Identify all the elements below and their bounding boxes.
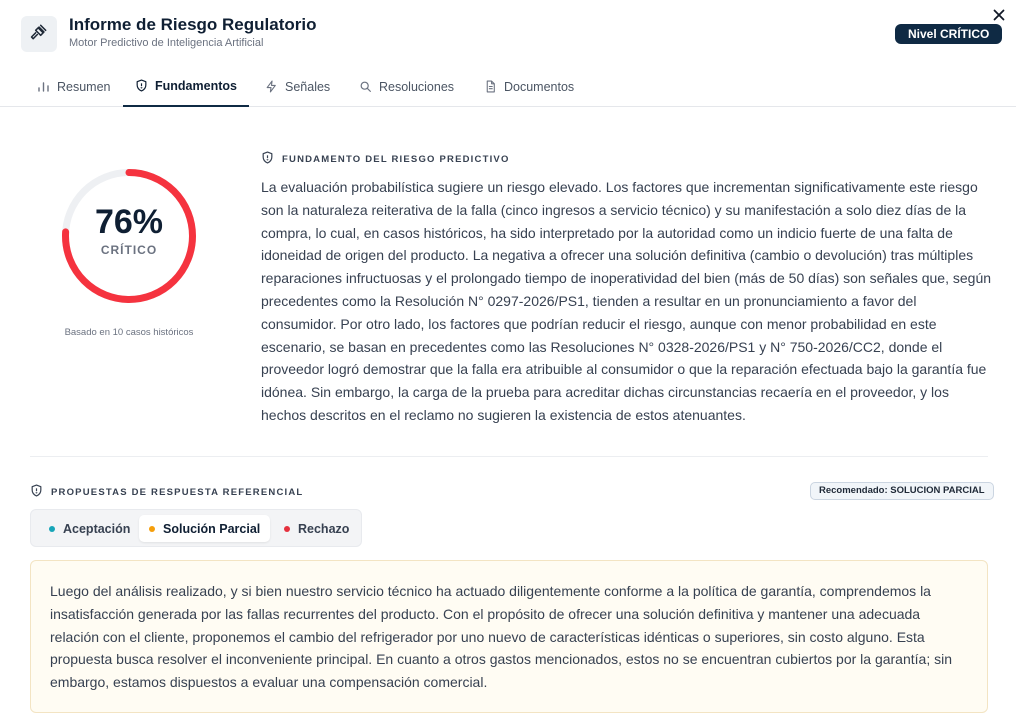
tab-label: Fundamentos (155, 78, 237, 93)
tab-label: Documentos (504, 79, 575, 94)
bar-chart-icon (37, 80, 50, 93)
close-icon (993, 8, 1005, 26)
option-solucion-parcial[interactable] (139, 515, 270, 542)
risk-gauge (60, 167, 198, 305)
page-title: Informe de Riesgo Regulatorio (69, 15, 317, 34)
rationale-heading-text: FUNDAMENTO DEL RIESGO PREDICTIVO (282, 153, 510, 165)
proposals-heading-text: PROPUESTAS DE RESPUESTA REFERENCIAL (51, 486, 304, 498)
close-button[interactable] (990, 8, 1008, 26)
option-dot (149, 526, 155, 532)
tab-documentos[interactable] (484, 66, 574, 107)
shield-icon (135, 79, 148, 92)
section-divider (30, 456, 988, 457)
rationale-text: La evaluación probabilística sugiere un riesgo elevado. Los factores que incrementan significativamente este riesgo son la naturaleza reiterativa de la falla (cinco ingresos a servicio técnico) y su manifestación a solo diez días de la compra, lo cual, en casos históricos, ha sido interpretado por la autoridad como un indicio fuerte de una falta de idoneidad de origen del producto. La negativa a ofrecer una solución definitiva (cambio o devolución) tras múltiples reparaciones infructuosas y el prolongado tiempo de inoperatividad del bien (más de 50 días) son señales que, según precedentes como la Resolución N° 0297-2026/PS1, tienden a resultar en un pronunciamiento a favor del consumidor. Por otro lado, los factores que podrían reducir el riesgo, aunque con menor probabilidad en este escenario, se basan en precedentes como las Resoluciones N° 0328-2026/PS1 y N° 750-2026/CC2, donde el proveedor logró demostrar que la falla era atribuible al consumidor o que la reparación efectuada bajo la garantía fue idónea. Sin embargo, la carga de la prueba para acreditar dichas circunstancias recaería en el proveedor, y los hechos descritos en el reclamo no sugieren la existencia de estos atenuantes. (261, 179, 992, 423)
document-icon (484, 80, 497, 93)
search-icon (359, 80, 372, 93)
tab-fundamentos[interactable] (123, 66, 249, 107)
page-subtitle: Motor Predictivo de Inteligencia Artificial (69, 37, 264, 49)
tab-label: Señales (285, 79, 331, 94)
tab-label: Resoluciones (379, 79, 455, 94)
option-dot (49, 526, 55, 532)
risk-percent: 76% (94, 203, 164, 241)
response-option-switcher (30, 509, 362, 547)
tab-resoluciones[interactable] (359, 66, 454, 107)
tab-bar (0, 66, 1016, 107)
response-proposal-text: Luego del análisis realizado, y si bien nuestro servicio técnico ha actuado diligentemente conforme a la política de garantía, comprendemos la insatisfacción generada por las fallas recurrentes del producto. Con el propósito de ofrecer una solución definitiva y mantener una adecuada relación con el cliente, proponemos el cambio del refrigerador por uno nuevo de características idénticas o superiores, sin costo alguno. Esta propuesta busca resolver el inconveniente principal. En cuanto a otros gastos mencionados, estos no se encuentran cubiertos por la garantía; sin embargo, estamos dispuestos a evaluar una compensación comercial. (50, 583, 952, 691)
gavel-icon (29, 22, 49, 47)
rationale-heading (261, 151, 510, 167)
risk-label: CRÍTICO (100, 243, 158, 257)
option-aceptacion[interactable] (39, 515, 140, 542)
option-dot (284, 526, 290, 532)
lightning-icon (265, 80, 278, 93)
option-label: Rechazo (298, 521, 350, 536)
proposals-heading (30, 484, 303, 500)
tab-label: Resumen (57, 79, 111, 94)
option-label: Aceptación (63, 521, 131, 536)
risk-caption: Basado en 10 casos históricos (64, 327, 194, 338)
shield-icon (30, 484, 43, 500)
recommended-badge: Recomendado: SOLUCION PARCIAL (810, 482, 994, 500)
risk-level-badge: Nivel CRÍTICO (895, 24, 1002, 44)
report-logo (21, 16, 57, 52)
tab-senales[interactable] (265, 66, 330, 107)
option-rechazo[interactable] (274, 515, 359, 542)
report-header (0, 0, 1016, 66)
response-proposal-box (30, 560, 988, 713)
shield-icon (261, 151, 274, 167)
tab-resumen[interactable] (37, 66, 111, 107)
option-label: Solución Parcial (163, 521, 261, 536)
